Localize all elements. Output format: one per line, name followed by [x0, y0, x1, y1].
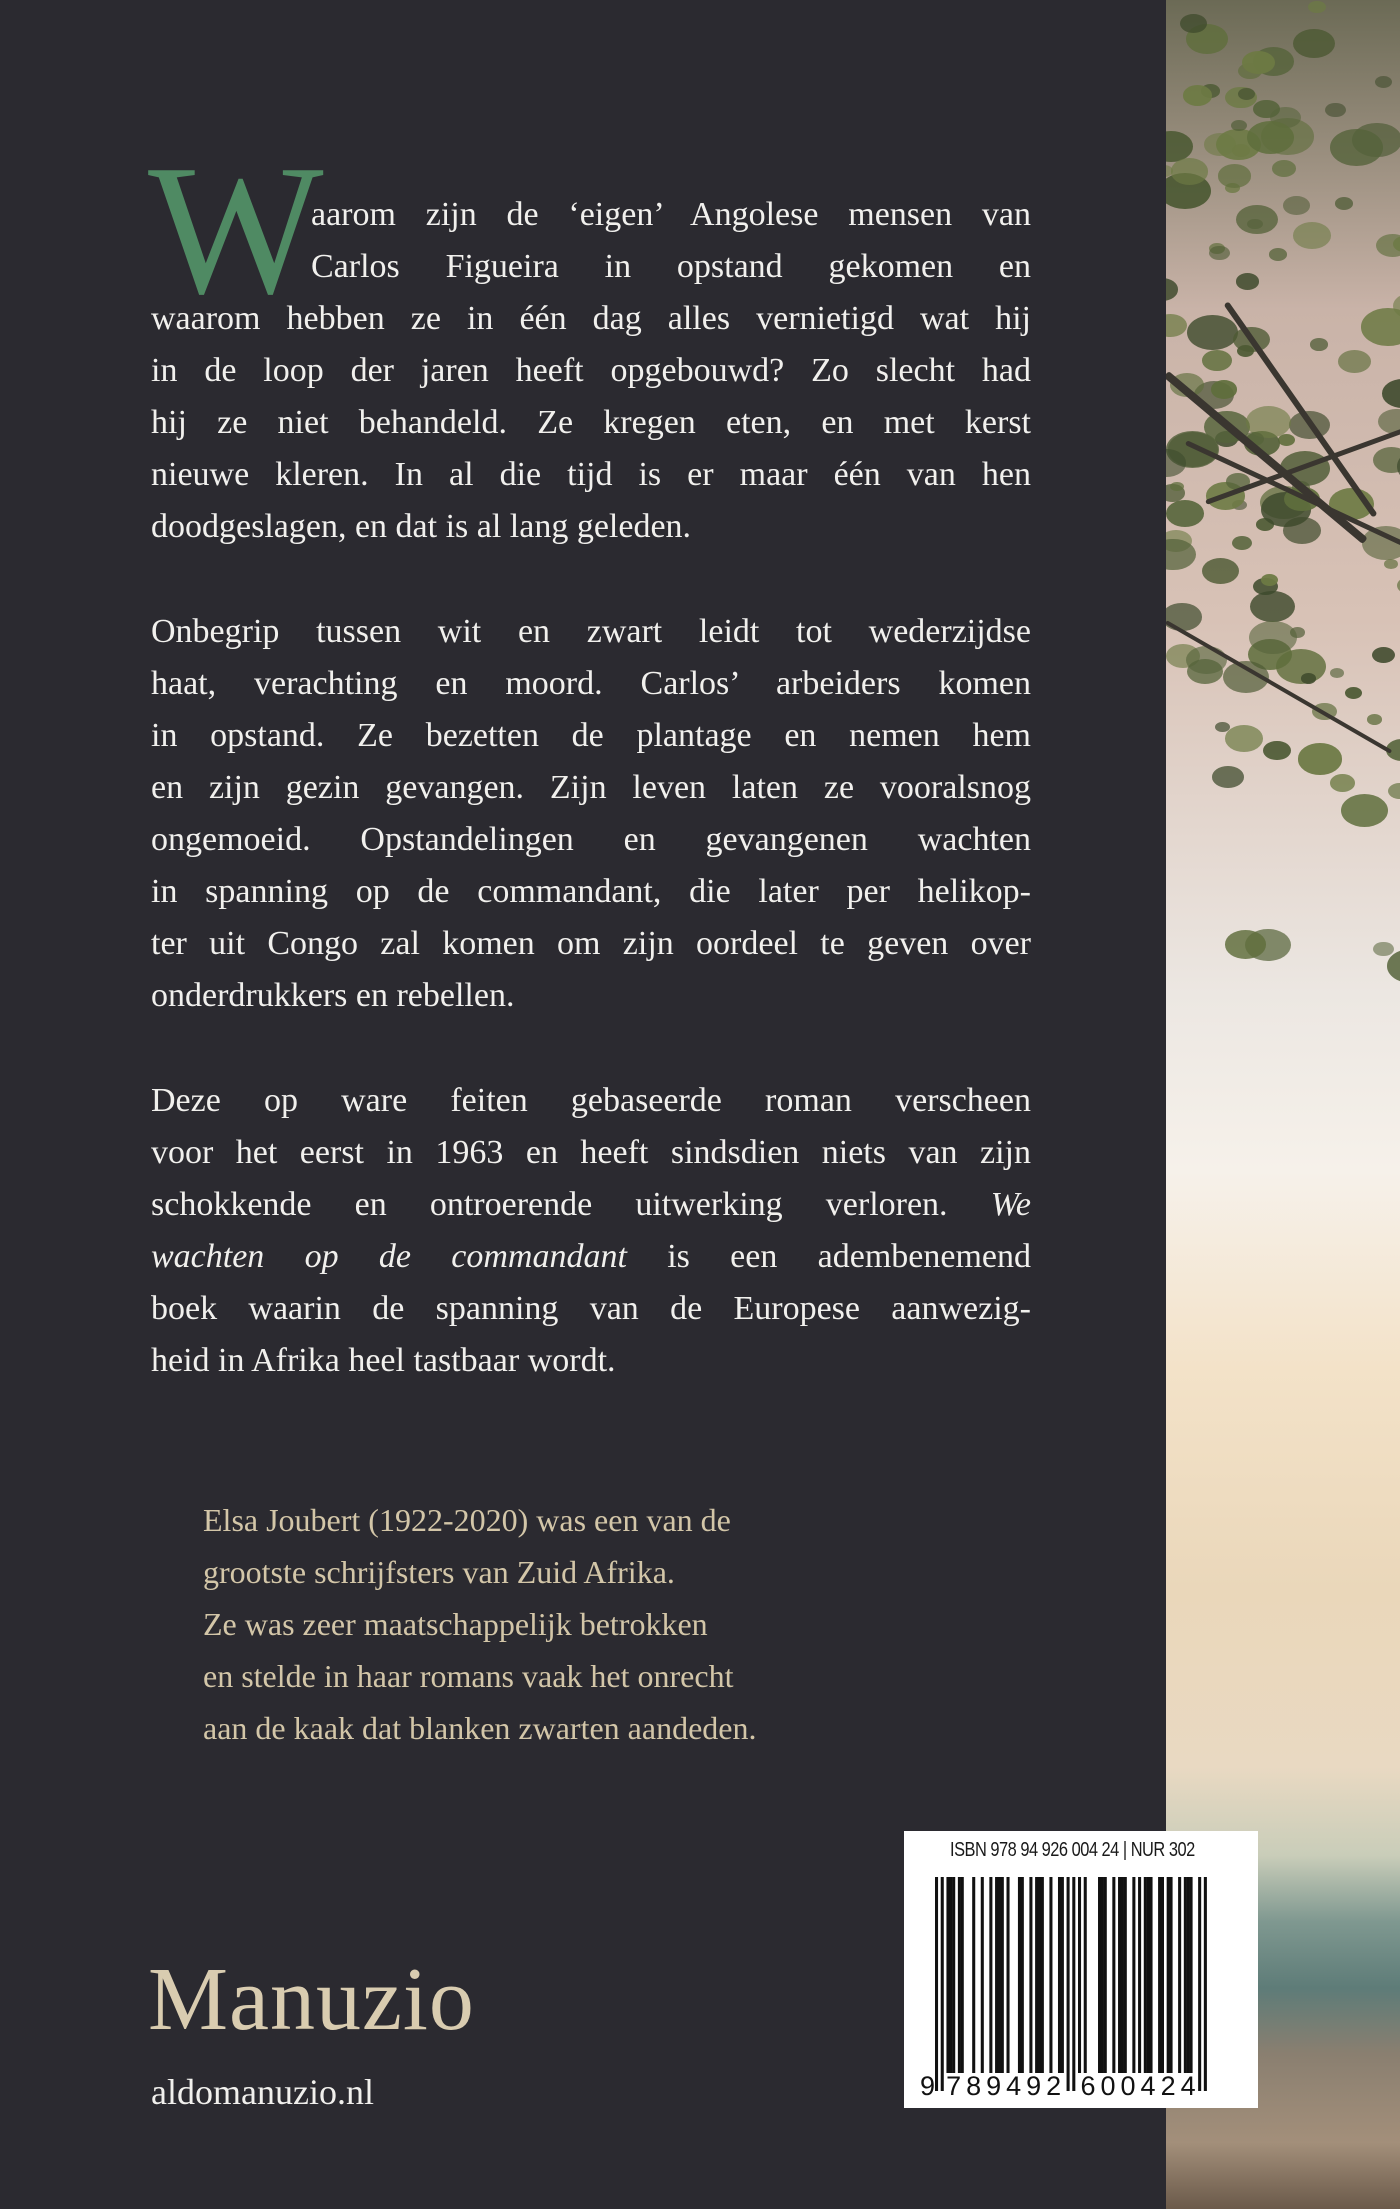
barcode-bar: [1190, 1877, 1193, 2073]
tree-foliage: [1298, 743, 1343, 774]
barcode-bar: [1041, 1877, 1044, 2073]
tree-foliage: [1212, 766, 1243, 788]
blurb-line: [151, 820, 1031, 860]
barcode-digit: 9: [1026, 2071, 1042, 2101]
barcode-bar: [961, 1877, 964, 2073]
text-segment: en zijn gezin gevangen. Zijn leven laten ze vooralsnog: [151, 769, 1031, 806]
text-segment: in de loop der jaren heeft opgebouwd? Zo slecht had: [151, 352, 1031, 389]
tree-foliage: [1231, 120, 1247, 131]
tree-foliage: [1373, 447, 1400, 473]
barcode-bar: [1118, 1877, 1121, 2073]
blurb-line: [151, 1237, 1031, 1277]
blurb-line: [151, 403, 1031, 443]
text-segment: in spanning op de commandant, die later per helikop-: [151, 873, 1031, 910]
bio-line: aan de kaak dat blanken zwarten aandeden.: [203, 1710, 757, 1746]
text-segment: nieuwe kleren. In al die tijd is er maar één van hen: [151, 456, 1031, 493]
blurb-line: [151, 1341, 1031, 1381]
barcode-bar: [1184, 1877, 1187, 2073]
bio-line: Ze was zeer maatschappelijk betrokken: [203, 1606, 708, 1642]
barcode-bar: [1035, 1877, 1038, 2073]
text-segment: aarom zijn de ‘eigen’ Angolese mensen van: [311, 196, 1031, 233]
text-segment: ongemoeid. Opstandelingen en gevangenen wachten: [151, 821, 1031, 858]
tree-foliage: [1218, 164, 1252, 187]
text-segment: ter uit Congo zal komen om zijn oordeel te geven over: [151, 925, 1031, 962]
blurb-line: [151, 976, 1031, 1016]
blurb-line: [151, 872, 1031, 912]
text-segment: heid in Afrika heel tastbaar wordt.: [151, 1342, 616, 1379]
barcode-digit: 2: [1046, 2071, 1062, 2101]
barcode-bar: [941, 1877, 944, 2091]
barcode-bar: [1138, 1877, 1141, 2073]
tree-foliage: [1384, 559, 1399, 569]
barcode-bar: [946, 1877, 949, 2073]
barcode-bar: [1049, 1877, 1052, 2073]
text-segment: haat, verachting en moord. Carlos’ arbeiders komen: [151, 665, 1031, 702]
book-title-italic: We: [990, 1186, 1031, 1223]
barcode-bar: [1058, 1877, 1061, 2073]
tree-foliage: [1253, 100, 1279, 119]
text-segment: waarom hebben ze in één dag alles vernietigd wat hij: [151, 300, 1031, 337]
barcode-digit: 0: [1100, 2071, 1116, 2101]
barcode-digit: 4: [1140, 2071, 1156, 2101]
tree-foliage: [1171, 158, 1209, 184]
tree-foliage: [1308, 1, 1325, 13]
blurb-line: [151, 924, 1031, 964]
barcode-digit: 8: [966, 2071, 982, 2101]
text-segment: is een adembenemend: [626, 1238, 1031, 1275]
tree-foliage: [1338, 350, 1371, 373]
barcode-bar: [1144, 1877, 1147, 2073]
tree-foliage: [1209, 246, 1230, 260]
barcode-bar: [1170, 1877, 1173, 2073]
barcode-bar: [1158, 1877, 1161, 2073]
barcode-digit: 9: [986, 2071, 1002, 2101]
blurb-line: [151, 1289, 1031, 1329]
tree-foliage: [1211, 380, 1237, 399]
barcode-bar: [1132, 1877, 1135, 2073]
barcode-bar: [1007, 1877, 1010, 2073]
barcode-bar: [1061, 1877, 1064, 2073]
blurb-line: [151, 1081, 1031, 1121]
tree-foliage: [1225, 725, 1263, 752]
bio-line: grootste schrijfsters van Zuid Afrika.: [203, 1554, 675, 1590]
blurb-line: [151, 1185, 1031, 1225]
text-segment: hij ze niet behandeld. Ze kregen eten, en met kerst: [151, 404, 1031, 441]
blurb-line: [151, 299, 1031, 339]
tree-foliage: [1373, 942, 1394, 956]
tree-foliage: [1250, 591, 1294, 622]
tree-foliage: [1238, 88, 1255, 100]
blurb-line: [151, 716, 1031, 756]
tree-foliage: [1183, 85, 1212, 105]
barcode-bar: [1187, 1877, 1190, 2073]
text-segment: Deze op ware feiten gebaseerde roman verscheen: [151, 1082, 1031, 1119]
publisher-website[interactable]: aldomanuzio.nl: [151, 2072, 374, 2112]
barcode-bar: [1198, 1877, 1201, 2091]
tree-foliage: [1293, 29, 1335, 59]
tree-foliage: [1375, 76, 1392, 88]
tree-foliage: [1388, 783, 1400, 799]
barcode-bar: [1161, 1877, 1164, 2073]
barcode-bar: [1178, 1877, 1181, 2073]
tree-foliage: [1283, 517, 1321, 544]
isbn-label: ISBN 978 94 926 004 24 | NUR 302: [950, 1839, 1195, 1861]
barcode-bar: [1098, 1877, 1101, 2073]
barcode-bar: [995, 1877, 998, 2073]
text-segment: voor het eerst in 1963 en heeft sindsdien niets van zijn: [151, 1134, 1031, 1171]
barcode-bar: [1021, 1877, 1024, 2073]
barcode-digit: 4: [1180, 2071, 1196, 2101]
tree-foliage: [1310, 338, 1328, 350]
tree-foliage: [1330, 129, 1382, 166]
tree-foliage: [1263, 741, 1291, 760]
tree-foliage: [1202, 350, 1232, 371]
tree-foliage: [1382, 379, 1400, 408]
barcode-bar: [1067, 1877, 1070, 2091]
drop-cap: W: [148, 127, 324, 333]
barcode-bar: [1084, 1877, 1087, 2073]
tree-foliage: [1361, 308, 1400, 345]
text-segment: doodgeslagen, en dat is al lang geleden.: [151, 508, 692, 545]
tree-foliage: [1367, 714, 1382, 725]
text-segment: boek waarin de spanning van de Europese aanwezig-: [151, 1290, 1031, 1327]
barcode-bar: [1072, 1877, 1075, 2091]
tree-foliage: [1283, 196, 1310, 215]
barcode-digit: 4: [1006, 2071, 1022, 2101]
barcode-bar: [1204, 1877, 1207, 2091]
tree-foliage: [1325, 103, 1346, 118]
barcode-bar: [1112, 1877, 1115, 2073]
barcode-bar: [1078, 1877, 1081, 2073]
tree-foliage: [1330, 774, 1355, 792]
barcode-bar: [1104, 1877, 1107, 2073]
barcode-digit: 2: [1160, 2071, 1176, 2101]
barcode-bar: [952, 1877, 955, 2073]
barcode-bar: [1150, 1877, 1153, 2073]
blurb-line: [151, 664, 1031, 704]
text-segment: schokkende en ontroerende uitwerking verloren.: [151, 1186, 991, 1223]
ean13-barcode: [904, 1831, 1258, 2108]
barcode-bar: [1147, 1877, 1150, 2073]
blurb-line: [151, 612, 1031, 652]
book-title-italic: wachten op de commandant: [151, 1238, 627, 1275]
barcode-bar: [989, 1877, 992, 2073]
blurb-line: [151, 1133, 1031, 1173]
tree-foliage: [1232, 144, 1251, 157]
publisher-logo: Manuzio: [148, 1950, 475, 2049]
barcode-bar: [1124, 1877, 1127, 2073]
blurb-line: [151, 351, 1031, 391]
tree-foliage: [1293, 222, 1331, 249]
tree-foliage: [1180, 14, 1207, 33]
tree-foliage: [1232, 536, 1252, 550]
tree-foliage: [1225, 930, 1266, 958]
tree-foliage: [1242, 51, 1275, 74]
barcode-digit: 7: [946, 2071, 962, 2101]
barcode-bar: [1001, 1877, 1004, 2073]
barcode-digit: 0: [1120, 2071, 1136, 2101]
blurb-line: [311, 195, 1031, 235]
tree-foliage: [1335, 197, 1353, 210]
text-segment: in opstand. Ze bezetten de plantage en nemen hem: [151, 717, 1031, 754]
tree-foliage: [1269, 248, 1287, 260]
barcode-bar: [1167, 1877, 1170, 2073]
barcode-digit: 6: [1080, 2071, 1096, 2101]
text-segment: onderdrukkers en rebellen.: [151, 977, 515, 1014]
barcode-bar: [972, 1877, 975, 2073]
blurb-line: [311, 247, 1031, 287]
text-segment: Onbegrip tussen wit en zwart leidt tot wederzijdse: [151, 613, 1031, 650]
bio-line: Elsa Joubert (1922-2020) was een van de: [203, 1502, 731, 1538]
tree-foliage: [1272, 160, 1296, 177]
barcode-bar: [1121, 1877, 1124, 2073]
tree-foliage: [1166, 278, 1178, 300]
barcode-bar: [1101, 1877, 1104, 2073]
tree-foliage: [1166, 131, 1193, 162]
tree-foliage: [1166, 500, 1204, 527]
blurb-line: [151, 768, 1031, 808]
tree-foliage: [1341, 794, 1388, 827]
tree-foliage: [1372, 647, 1395, 663]
text-segment: Carlos Figueira in opstand gekomen en: [311, 248, 1031, 285]
bio-line: en stelde in haar romans vaak het onrecht: [203, 1658, 734, 1694]
tree-foliage: [1278, 434, 1295, 446]
blurb-line: [151, 455, 1031, 495]
tree-foliage: [1330, 668, 1345, 678]
tree-foliage: [1301, 673, 1317, 684]
barcode-bar: [935, 1877, 938, 2091]
barcode-bar: [958, 1877, 961, 2073]
tree-foliage: [1187, 315, 1238, 351]
barcode-bar: [949, 1877, 952, 2073]
tree-foliage: [1166, 314, 1187, 338]
barcode-bar: [1038, 1877, 1041, 2073]
barcode-bar: [998, 1877, 1001, 2073]
barcode-bar: [981, 1877, 984, 2073]
blurb-line: [151, 507, 1031, 547]
barcode-digit: 9: [920, 2071, 936, 2101]
barcode-bar: [1018, 1877, 1021, 2073]
barcode-bar: [1029, 1877, 1032, 2073]
tree-foliage: [1236, 273, 1259, 289]
tree-foliage: [1236, 205, 1278, 235]
tree-foliage: [1345, 687, 1362, 699]
tree-foliage: [1202, 558, 1239, 584]
barcode-box: [904, 1831, 1258, 2108]
tree-foliage: [1249, 621, 1297, 654]
